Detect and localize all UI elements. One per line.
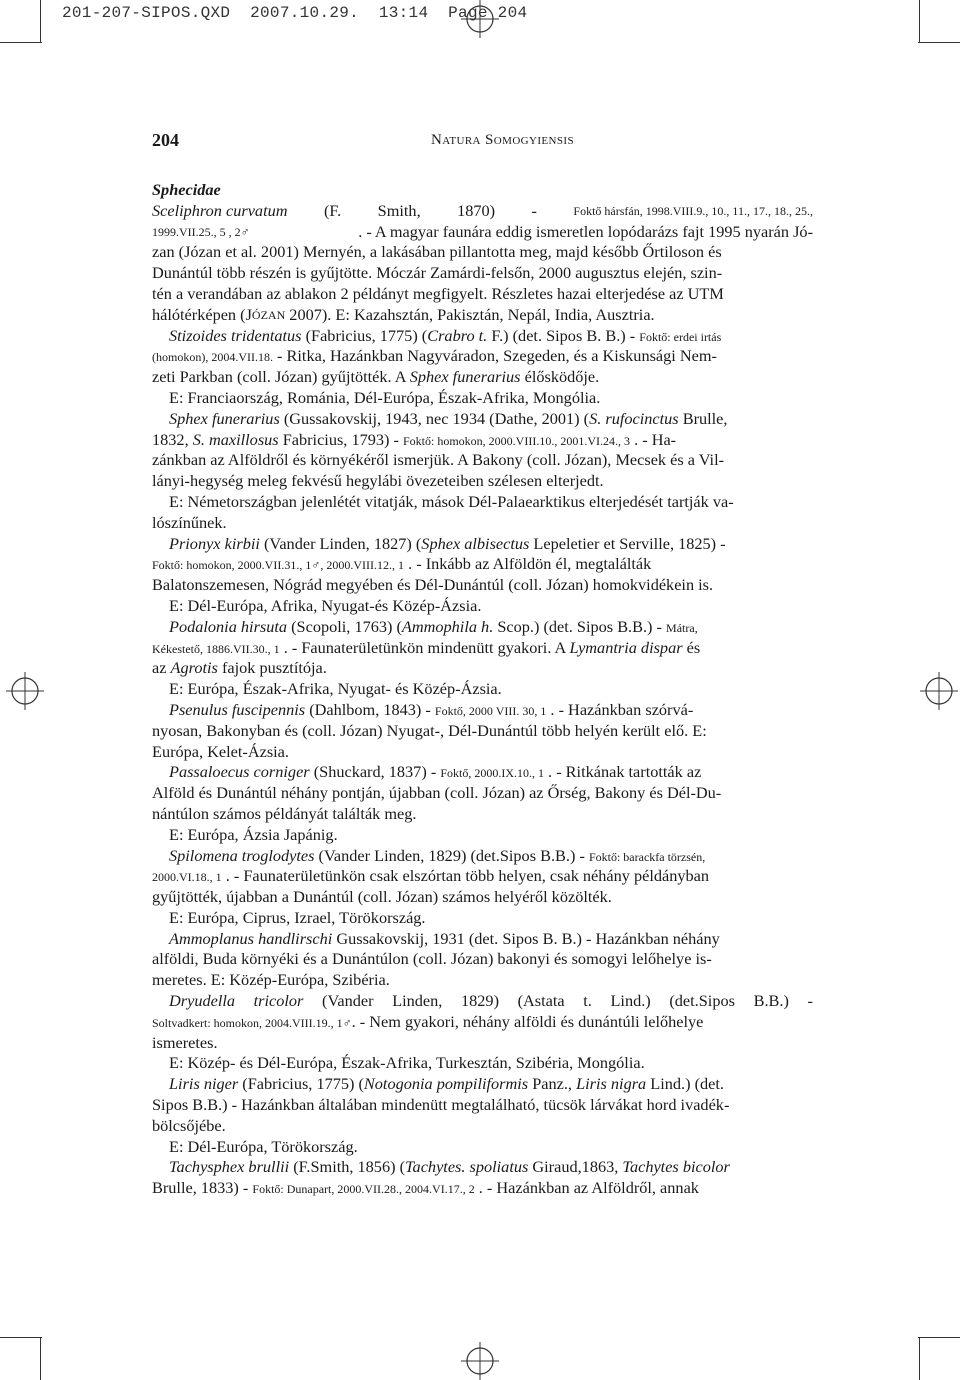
text-line: Liris niger (Fabricius, 1775) (Notogonia pompiliformis Panz., Liris nigra Lind.) (det. [169,1074,724,1094]
text-line: 2000.VI.18., 1 . - Faunaterületünkön csak elszórtan több helyen, csak néhány példányban [152,866,710,886]
species-entry [152,1157,813,1199]
text-line: hálótérképen (J ÓZAN 2007). E: Kazahsztán, Pakisztán, Nepál, India, Ausztria. [152,304,655,324]
text-line: zan (Józan et al. 2001) Mernyén, a lakásában pillantotta meg, majd később Őrtiloson és [152,242,722,262]
text-line: E: Európa, Ázsia Japánig. [169,824,338,844]
text-line: E: Európa, Észak-Afrika, Nyugat- és Közép-Ázsia. [169,679,502,699]
species-entry [152,991,813,1074]
family-name: Sphecidae [152,180,221,199]
text-line: Passaloecus corniger (Shuckard, 1837) - Foktő, 2000.IX.10., 1 . - Ritkának tartották az [169,762,702,782]
text-line: nántúlon számos példányát találták meg. [152,803,417,823]
text-line: Brulle, 1833) - Foktő: Dunapart, 2000.VII.28., 2004.VI.17., 2 . - Hazánkban az Alföldről, annak [152,1178,699,1198]
text-line: Tachysphex brullii (F.Smith, 1856) (Tachytes. spoliatus Giraud,1863, Tachytes bicolor [169,1157,730,1177]
registration-mark-icon [461,1342,499,1380]
crop-mark [918,1337,960,1338]
text-line: zánkban az Alföldről és környékéről ismerjük. A Bakony (coll. Józan), Mecsek és a Vil- [152,450,725,470]
crop-mark [40,1338,41,1380]
text-line: 1999.VII.25., 5 , 2♂ . - A magyar faunára eddig ismeretlen lopódarázs fajt 1995 nyarán Jó- [152,221,813,241]
text-line: tén a verandában az ablakon 2 példányt megfigyelt. Részletes hazai elterjedése az UTM [152,283,724,303]
print-slug-line: 201-207-SIPOS.QXD 2007.10.29. 13:14 Page 204 [62,4,528,22]
text-line: Balatonszemesen, Nógrád megyében és Dél-Dunántúl (coll. Józan) homokvidékein is. [152,575,714,595]
species-entry [152,201,813,326]
crop-mark [0,1337,42,1338]
text-line: ismeretes. [152,1032,218,1052]
text-line: Sceliphron curvatum (F. Smith, 1870) - Foktő hársfán, 1998.VIII.9., 10., 11., 17., 18., 25., [152,200,813,220]
text-line: lószínűnek. [152,512,227,532]
species-entry [152,762,813,845]
text-line: E: Közép- és Dél-Európa, Észak-Afrika, Turkesztán, Szibéria, Mongólia. [169,1053,645,1073]
family-heading [152,180,813,201]
text-line: Podalonia hirsuta (Scopoli, 1763) (Ammophila h. Scop.) (det. Sipos B.B.) - Mátra, [169,616,698,636]
registration-mark-icon [461,0,499,38]
text-line: Sipos B.B.) - Hazánkban általában mindenütt megtalálható, tücsök lárvákat hord ivadék- [152,1095,730,1115]
species-entry [152,326,813,409]
article-body [152,180,813,1199]
text-line: E: Franciaország, Románia, Dél-Európa, Észak-Afrika, Mongólia. [169,387,601,407]
text-line: (homokon), 2004.VII.18. - Ritka, Hazánkban Nagyváradon, Szegeden, és a Kiskunsági Nem- [152,346,717,366]
text-line: Dunántúl több részén is gyűjtötte. Móczár Zamárdi-felsőn, 2000 augusztus elején, szin- [152,263,723,283]
text-line: E: Németországban jelenlétét vitatják, mások Dél-Palaearktikus elterjedését tartják va- [169,491,734,511]
text-line: Alföld és Dunántúl néhány pontján, újabban (coll. Józan) az Őrség, Bakony és Dél-Du- [152,783,722,803]
crop-mark [0,42,42,43]
text-line: 1832, S. maxillosus Fabricius, 1793) - Foktő: homokon, 2000.VIII.10., 2001.VI.24., 3 . - Ha- [152,429,677,449]
text-line: lányi-hegység meleg fekvésű hegylábi övezeteiben szélesen elterjedt. [152,471,604,491]
text-line: Psenulus fuscipennis (Dahlbom, 1843) - Foktő, 2000 VIII. 30, 1 . - Hazánkban szórvá- [169,699,694,719]
text-line: Stizoides tridentatus (Fabricius, 1775) (Crabro t. F.) (det. Sipos B. B.) - Foktő: erdei irtás [169,325,722,345]
text-line: E: Európa, Ciprus, Izrael, Törökország. [169,907,426,927]
text-line: alföldi, Buda környéki és a Dunántúlon (coll. Józan) bakonyi és somogyi lelőhelye is- [152,949,712,969]
text-line: Kékestető, 1886.VII.30., 1 . - Faunaterületünkön mindenütt gyakori. A Lymantria dispar és [152,637,701,657]
text-line: gyűjtötték, újabban a Dunántúl (coll. Józan) számos helyéről közölték. [152,887,612,907]
text-line: Európa, Kelet-Ázsia. [152,741,289,761]
crop-mark [40,0,41,42]
text-line: Prionyx kirbii (Vander Linden, 1827) (Sphex albisectus Lepeletier et Serville, 1825) - [169,533,726,553]
species-entry [152,1074,813,1157]
crop-mark [919,1338,920,1380]
text-line: nyosan, Bakonyban és (coll. Józan) Nyugat-, Dél-Dunántúl több helyén került elő. E: [152,720,707,740]
species-entry [152,617,813,700]
crop-mark [918,42,960,43]
species-entry [152,409,813,534]
page-number: 204 [152,130,179,150]
text-line: E: Dél-Európa, Afrika, Nyugat-és Közép-Ázsia. [169,595,482,615]
crop-mark [919,0,920,42]
species-entry [152,534,813,617]
text-line: Dryudella tricolor (Vander Linden, 1829) (Astata t. Lind.) (det.Sipos B.B.) - [169,991,813,1011]
text-line: Sphex funerarius (Gussakovskij, 1943, nec 1934 (Dathe, 2001) (S. rufocinctus Brulle, [169,408,728,428]
text-line: Foktő: homokon, 2000.VII.31., 1♂, 2000.VIII.12., 1 . - Inkább az Alföldön él, megtalálták [152,554,652,574]
text-line: bölcsőjébe. [152,1115,226,1135]
text-line: Ammoplanus handlirschi Gussakovskij, 1931 (det. Sipos B. B.) - Hazánkban néhány [169,928,720,948]
text-line: meretes. E: Közép-Európa, Szibéria. [152,970,390,990]
text-line: zeti Parkban (coll. Józan) gyűjtötték. A Sphex funerarius élősködője. [152,367,600,387]
text-line: E: Dél-Európa, Törökország. [169,1136,358,1156]
species-entry [152,700,813,762]
species-entry [152,929,813,991]
running-head [152,130,812,154]
text-line: Soltvadkert: homokon, 2004.VIII.19., 1♂. - Nem gyakori, néhány alföldi és dunántúli lelőhelye [152,1011,704,1031]
species-entry [152,846,813,929]
registration-mark-icon [6,672,44,710]
journal-title: Natura Somogyiensis [431,132,574,148]
registration-mark-icon [920,672,958,710]
text-line: Spilomena troglodytes (Vander Linden, 1829) (det.Sipos B.B.) - Foktő: barackfa törzsén, [169,845,706,865]
text-line: az Agrotis fajok pusztítója. [152,658,327,678]
